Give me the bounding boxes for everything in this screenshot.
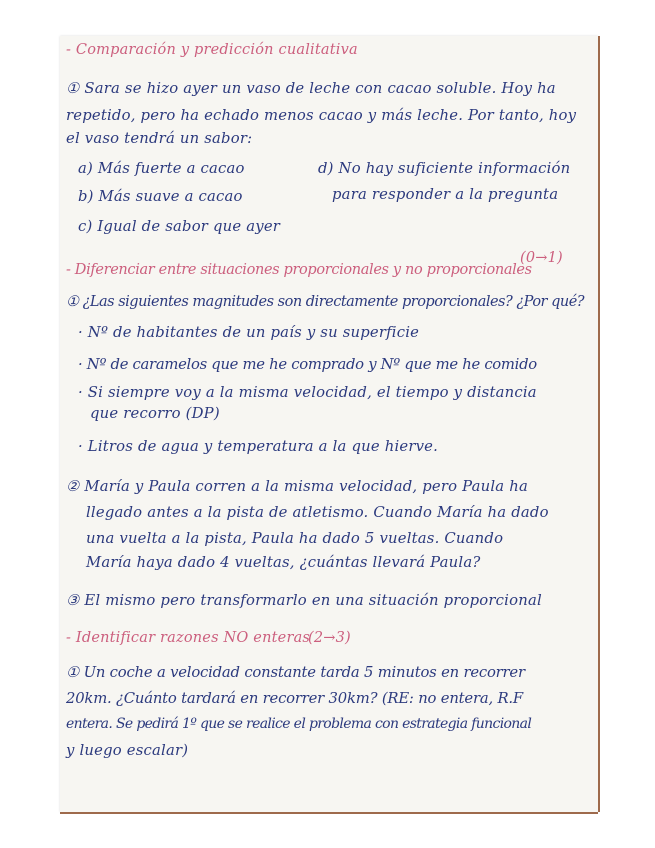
car-problem-line-2: 20km. ¿Cuánto tardará en recorrer 30km? (RE: no entera, R.F: [66, 690, 523, 707]
q2-line-4: María haya dado 4 vueltas, ¿cuántas llevará Paula?: [86, 554, 481, 571]
page-edge-right: [598, 36, 600, 812]
problem-1-line-2: repetido, pero ha echado menos cacao y más leche. Por tanto, hoy: [66, 107, 577, 124]
section-heading-comparison: - Comparación y predicción cualitativa: [66, 42, 358, 58]
option-c: c) Igual de sabor que ayer: [78, 218, 281, 235]
car-problem-line-1: ① Un coche a velocidad constante tarda 5 minutos en recorrer: [66, 664, 525, 681]
car-problem-line-3: entera. Se pedirá 1º que se realice el problema con estrategia funcional: [66, 716, 532, 732]
problem-1-line-3: el vaso tendrá un sabor:: [66, 130, 253, 147]
q2-line-3: una vuelta a la pista, Paula ha dado 5 vueltas. Cuando: [86, 530, 504, 547]
q2-line-1: ② María y Paula corren a la misma velocidad, pero Paula ha: [66, 478, 528, 495]
option-a: a) Más fuerte a cacao: [78, 160, 245, 177]
bullet-candies: · Nº de caramelos que me he comprado y Nº que me he comido: [78, 356, 537, 373]
page-edge-bottom: [60, 812, 598, 814]
level-badge-0-1: (0→1): [520, 250, 563, 266]
option-d-line-1: d) No hay suficiente información: [318, 160, 571, 177]
bullet-water: · Litros de agua y temperatura a la que hierve.: [78, 438, 439, 455]
bullet-speed-line-2: que recorro (DP): [90, 405, 220, 422]
car-problem-line-4: y luego escalar): [66, 742, 189, 759]
option-b: b) Más suave a cacao: [78, 188, 243, 205]
level-badge-2-3: (2→3): [308, 630, 351, 646]
problem-1-line-1: ① Sara se hizo ayer un vaso de leche con cacao soluble. Hoy ha: [66, 80, 556, 97]
q3-transform: ③ El mismo pero transformarlo en una situación proporcional: [66, 592, 542, 609]
section-heading-non-integer: - Identificar razones NO enteras: [66, 630, 311, 646]
bullet-speed-line-1: · Si siempre voy a la misma velocidad, el tiempo y distancia: [78, 384, 537, 401]
q2-line-2: llegado antes a la pista de atletismo. Cuando María ha dado: [86, 504, 549, 521]
bullet-inhabitants: · Nº de habitantes de un país y su superficie: [78, 324, 420, 341]
q1-proportional-magnitudes: ① ¿Las siguientes magnitudes son directamente proporcionales? ¿Por qué?: [66, 294, 585, 310]
option-d-line-2: para responder a la pregunta: [332, 186, 559, 203]
section-heading-proportional: - Diferenciar entre situaciones proporcionales y no proporcionales: [66, 262, 532, 278]
